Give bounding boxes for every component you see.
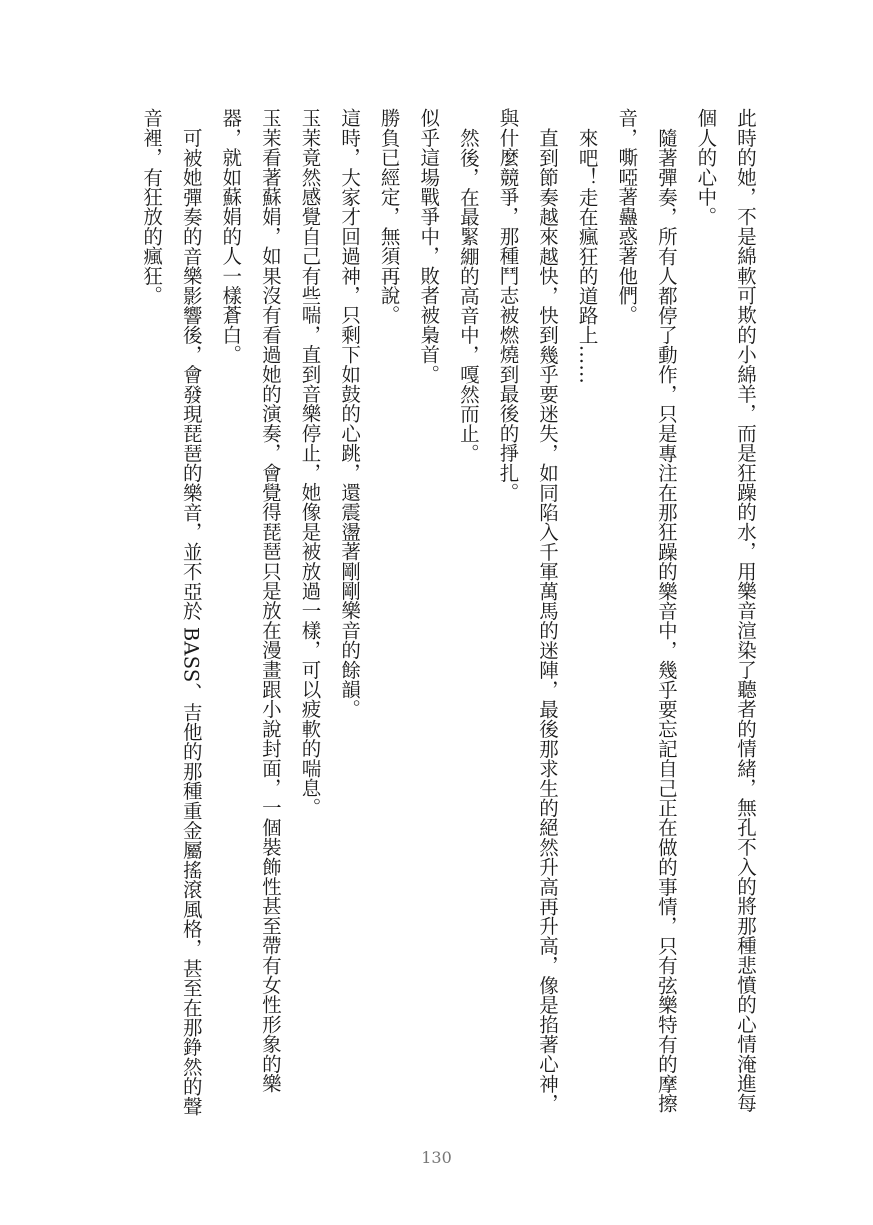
paragraph-1: 此時的她，不是綿軟可欺的小綿羊，而是狂躁的水，用樂音渲染了聽者的情緒，無孔不入的將那種悲憤的心情淹進每個人的心中。 — [694, 108, 757, 1113]
paragraph-4: 直到節奏越來越快，快到幾乎要迷失，如同陷入千軍萬馬的迷陣，最後那求生的絕然升高再升高，像是掐著心神，與什麼競爭，那種鬥志被燃燒到最後的掙扎。 — [496, 108, 560, 1114]
paragraph-7: 勝負已經定，無須再說。 — [377, 108, 401, 325]
vertical-text-block — [132, 108, 766, 1118]
paragraph-6: 似乎這場戰爭中，敗者被梟首。 — [417, 108, 441, 384]
paragraph-5: 然後，在最緊綳的高音中，嘎然而止。 — [456, 128, 480, 464]
paragraph-3: 來吧！走在瘋狂的道路上…… — [575, 128, 599, 385]
paragraph-8: 這時，大家才回過神，只剩下如鼓的心跳，還震盪著剛剛樂音的餘韻。 — [338, 108, 362, 719]
paragraph-11: 可被她彈奏的音樂影響後，會發現琵琶的樂音，並不亞於 BASS、吉他的那種重金屬搖滾風格，甚至在那錚然的聲音裡，有狂放的瘋狂。 — [140, 108, 203, 1117]
page-number: 130 — [421, 1148, 452, 1167]
paragraph-9: 玉茉竟然感覺自己有些喘，直到音樂停止，她像是被放過一樣，可以疲軟的喘息。 — [298, 108, 322, 818]
paragraph-10: 玉茉看著蘇娟，如果沒有看過她的演奏，會覺得琵琶只是放在漫畫跟小說封面，一個裝飾性甚至帶有女性形象的樂器，就如蘇娟的人一樣蒼白。 — [219, 108, 282, 1093]
paragraph-2: 隨著彈奏，所有人都停了動作，只是專注在那狂躁的樂音中，幾乎要忘記自己正在做的事情，只有弦樂特有的摩擦音，嘶啞著蠱惑著他們。 — [615, 108, 678, 1114]
